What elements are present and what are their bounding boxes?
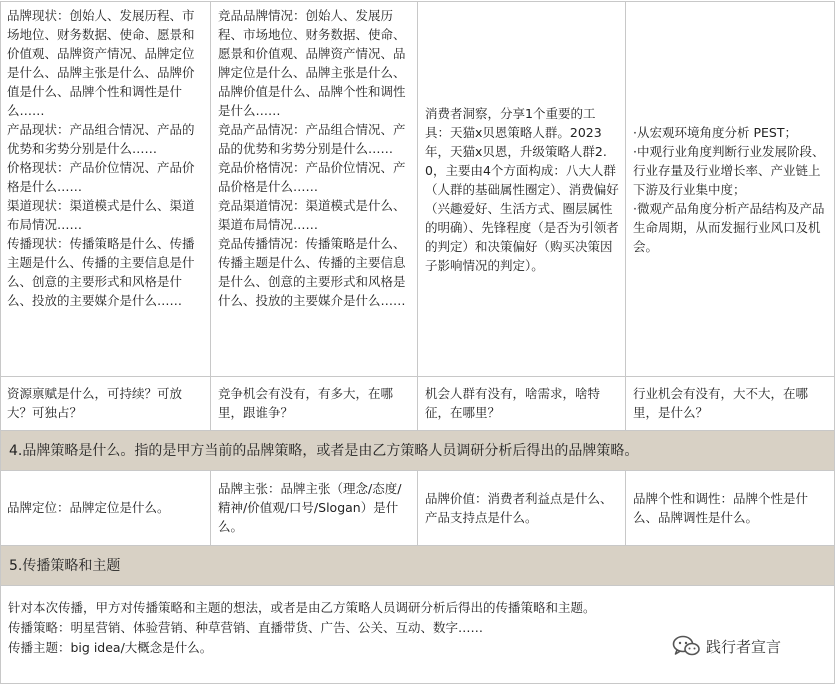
brand-personality-text: 品牌个性和调性：品牌个性是什么、品牌调性是什么。	[633, 490, 809, 525]
brand-status-cell: 品牌现状：创始人、发展历程、市场地位、财务数据、使命、愿景和价值观、品牌资产情况、品牌定位是什么、品牌主张是什么、品牌价值是什么、品牌个性和调性是什么…… 产品现状：产品组合情况、产品的优势和劣势分别是什么…… 价格现状：产品价位情况、产品价格是什么…… 渠道现状：渠道模式是什么、渠道布局情况…… 传播现状：传播策略是什么、传播主题是什么、传播的主要信息是什么、创意的主要形式和风格是什么、投放的主要媒介是什么……	[7, 8, 195, 308]
industry-analysis-cell	[626, 2, 835, 376]
crowd-question-text: 机会人群有没有，啥需求，啥特征，在哪里？	[425, 386, 601, 420]
brand-positioning-cell	[0, 470, 211, 545]
wechat-icon	[672, 634, 700, 658]
grid-line	[0, 545, 835, 546]
section-5-title: 5.传播策略和主题	[9, 558, 121, 574]
brand-value-cell	[418, 470, 626, 545]
crowd-question-cell	[418, 376, 626, 430]
industry-question-text: 行业机会有没有，大不大，在哪里，是什么？	[633, 386, 809, 420]
brand-positioning-text: 品牌定位：品牌定位是什么。	[7, 500, 170, 515]
industry-analysis-text: ·从宏观环境角度分析 PEST； ·中观行业角度判断行业发展阶段、行业存量及行业增长率、产业链上下游及行业集中度； ·微观产品角度分析产品结构及产品生命周期，从而发掘行业风口及机会。	[633, 124, 825, 254]
grid-line	[210, 1, 211, 430]
resource-question-cell	[0, 376, 211, 430]
competition-question-cell	[211, 376, 418, 430]
section-5-theme: 传播主题：big idea/大概念是什么。	[8, 640, 213, 655]
watermark-text: 践行者宣言	[706, 637, 782, 656]
section-5-header	[0, 545, 835, 585]
grid-line	[0, 430, 835, 431]
competition-question-text: 竞争机会有没有，有多大，在哪里，跟谁争？	[218, 386, 394, 420]
industry-question-cell	[626, 376, 835, 430]
grid-line	[0, 585, 835, 586]
watermark	[672, 634, 781, 658]
section-5-body	[8, 598, 596, 658]
brand-proposition-text: 品牌主张：品牌主张（理念/态度/精神/价值观/口号/Slogan）是什么。	[218, 481, 402, 534]
grid-line	[0, 1, 1, 684]
competitor-status-cell: 竞品品牌情况：创始人、发展历程、市场地位、财务数据、使命、愿景和价值观、品牌资产情况、品牌定位是什么、品牌主张是什么、品牌价值是什么、品牌个性和调性是什么…… 竞品产品情况：产品组合情况、产品的优势和劣势分别是什么…… 竞品价格情况：产品价位情况、产品价格是什么…… 竞品渠道情况：渠道模式是什么、渠道布局情况…… 竞品传播情况：传播策略是什么、传播主题是什么、传播的主要信息是什么、创意的主要形式和风格是什么、投放的主要媒介是什么……	[218, 8, 406, 308]
grid-line	[417, 470, 418, 545]
resource-question-text: 资源禀赋是什么，可持续？可放大？可独占？	[7, 386, 183, 420]
grid-line	[210, 470, 211, 545]
consumer-insight-text: 消费者洞察，分享1个重要的工具：天猫x贝恩策略人群。2023年，天猫x贝恩，升级策略人群2.0，主要由4个方面构成：八大人群（人群的基础属性圈定）、消费偏好（兴趣爱好、生活方式、圈层属性的明确）、先锋程度（是否为引领者的判定）和决策偏好（购买决策因子影响情况的判定）。	[425, 105, 619, 273]
grid-line	[625, 470, 626, 545]
brand-value-text: 品牌价值：消费者利益点是什么、产品支持点是什么。	[425, 490, 613, 525]
consumer-insight-cell	[418, 2, 626, 376]
section-4-header	[0, 430, 835, 470]
section-5-intro: 针对本次传播，甲方对传播策略和主题的想法，或者是由乙方策略人员调研分析后得出的传播策略和主题。	[8, 600, 596, 615]
brand-proposition-cell	[211, 470, 418, 545]
brand-personality-cell	[626, 470, 835, 545]
grid-line	[625, 1, 626, 430]
section-5-strategy: 传播策略：明星营销、体验营销、种草营销、直播带货、广告、公关、互动、数字……	[8, 620, 484, 635]
grid-line	[417, 1, 418, 430]
section-4-title: 4.品牌策略是什么。指的是甲方当前的品牌策略，或者是由乙方策略人员调研分析后得出的品牌策略。	[9, 443, 639, 459]
